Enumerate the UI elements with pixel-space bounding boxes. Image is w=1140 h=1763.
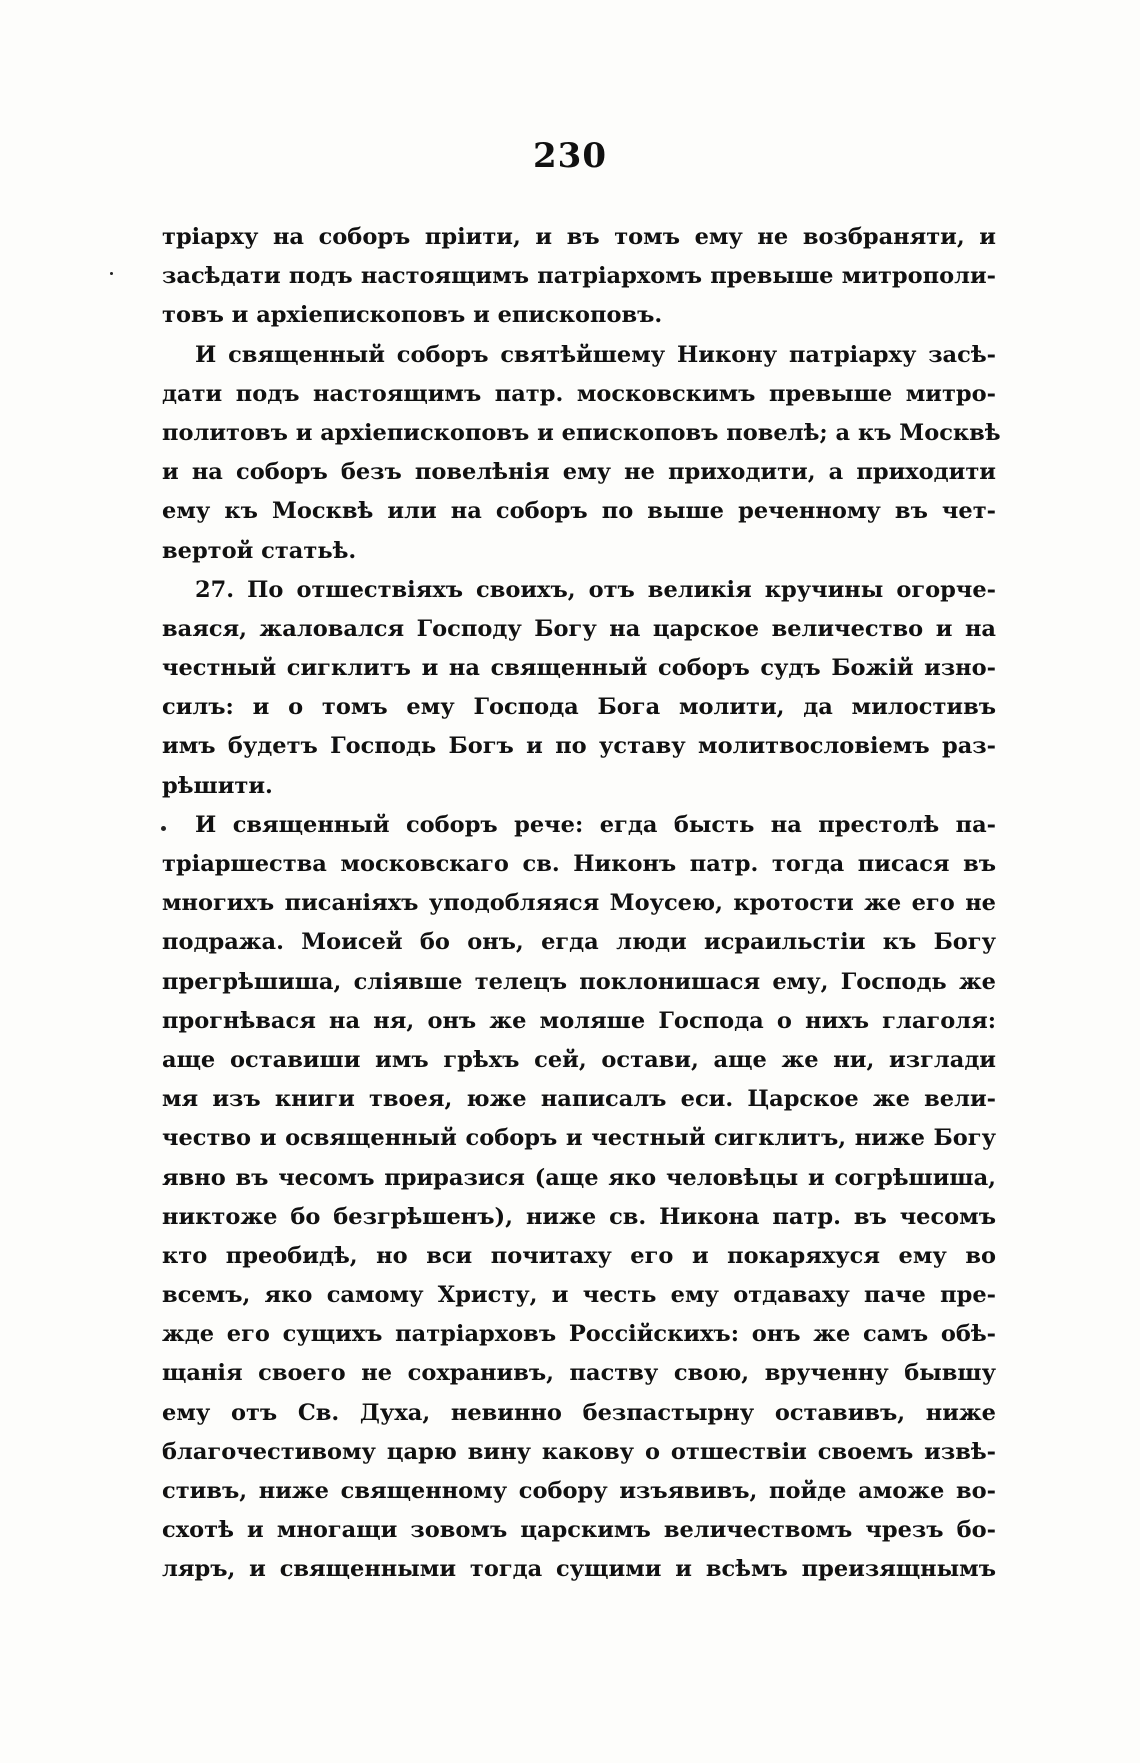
text-line: ему отъ Св. Духа, невинно безпастырну оставивъ, ниже: [162, 1399, 996, 1426]
text-line: И священный соборъ святѣйшему Никону патріарху засѣ-: [195, 341, 996, 368]
text-line: многихъ писаніяхъ уподобляяся Моусею, кротости же его не: [162, 890, 996, 917]
text-line: явно въ чесомъ приразися (аще яко человѣцы и согрѣшиша,: [162, 1164, 996, 1191]
text-line: вертой статьѣ.: [162, 537, 357, 564]
text-line: жде его сущихъ патріарховъ Россійскихъ: онъ же самъ обѣ-: [162, 1321, 996, 1348]
text-line: ему къ Москвѣ или на соборъ по выше реченному въ чет-: [162, 498, 996, 525]
text-line: 27. По отшествіяхъ своихъ, отъ великія кручины огорче-: [195, 576, 996, 603]
text-line: И священный соборъ рече: егда бысть на престолѣ па-: [195, 811, 996, 838]
text-line: и на соборъ безъ повелѣнія ему не приходити, а приходити: [162, 459, 996, 486]
text-line: ляръ, и священными тогда сущими и всѣмъ преизящнымъ: [162, 1556, 996, 1583]
text-line: политовъ и архіепископовъ и епископовъ повелѣ; а къ Москвѣ: [162, 419, 1001, 446]
text-line: прогнѣвася на ня, онъ же моляше Господа о нихъ глаголя:: [162, 1007, 996, 1034]
text-line: кто преобидѣ, но вси почитаху его и покаряхуся ему во: [162, 1242, 996, 1269]
text-line: тріаршества московскаго св. Никонъ патр. тогда писася въ: [162, 851, 996, 877]
scan-speck: [110, 272, 113, 275]
text-line: стивъ, ниже священному собору изъявивъ, пойде аможе во-: [162, 1478, 996, 1504]
body-text: [162, 218, 1001, 1590]
text-line: тріарху на соборъ пріити, и въ томъ ему не возбраняти, и: [162, 224, 996, 250]
text-line: засѣдати подъ настоящимъ патріархомъ превыше митрополи-: [162, 263, 996, 290]
text-line: честный сигклитъ и на священный соборъ судъ Божій изно-: [162, 655, 996, 682]
text-line: подража. Моисей бо онъ, егда люди исраильстіи къ Богу: [162, 929, 996, 956]
text-line: дати подъ настоящимъ патр. московскимъ превыше митро-: [162, 380, 996, 407]
page-number: 230: [533, 136, 607, 176]
text-line: благочестивому царю вину какову о отшествіи своемъ извѣ-: [162, 1438, 996, 1465]
text-line: товъ и архіепископовъ и епископовъ.: [162, 302, 663, 329]
text-line: прегрѣшиша, сліявше телецъ поклонишася ему, Господь же: [162, 968, 996, 995]
text-line: никтоже бо безгрѣшенъ), ниже св. Никона патр. въ чесомъ: [162, 1203, 996, 1230]
text-line: аще оставиши имъ грѣхъ сей, остави, аще же ни, изглади: [162, 1046, 996, 1073]
text-line: имъ будетъ Господь Богъ и по уставу молитвословіемъ раз-: [162, 733, 996, 760]
text-line: силъ: и о томъ ему Господа Бога молити, да милостивъ: [162, 694, 996, 721]
text-line: мя изъ книги твоея, юже написалъ еси. Царское же вели-: [162, 1086, 996, 1113]
text-line: всемъ, яко самому Христу, и честь ему отдаваху паче пре-: [162, 1282, 996, 1309]
text-line: чество и освященный соборъ и честный сигклитъ, ниже Богу: [162, 1125, 996, 1152]
text-line: схотѣ и многащи зовомъ царскимъ величествомъ чрезъ бо-: [162, 1517, 996, 1544]
text-line: ваяся, жаловался Господу Богу на царское величество и на: [162, 615, 996, 642]
text-line: щанія своего не сохранивъ, паству свою, врученну бывшу: [162, 1360, 996, 1387]
text-line: рѣшити.: [162, 772, 273, 799]
